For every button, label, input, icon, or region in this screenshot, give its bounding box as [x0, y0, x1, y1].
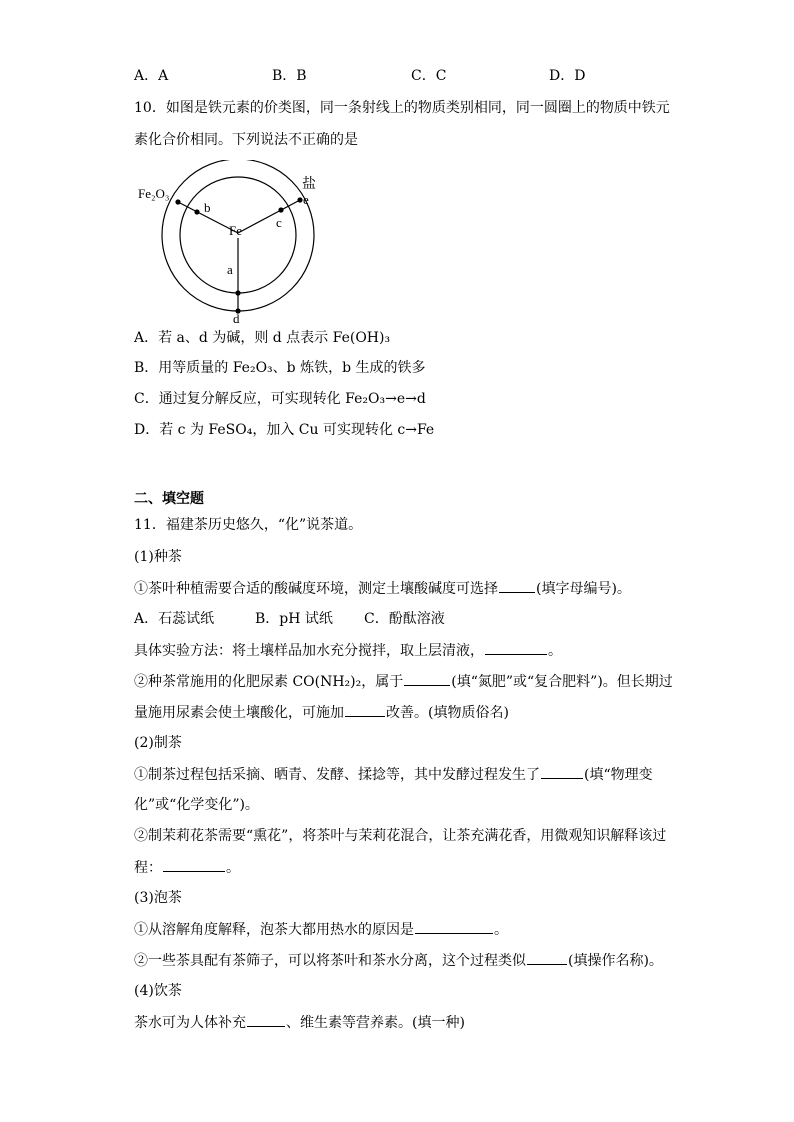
q10-stem-line1: 10．如图是铁元素的价类图，同一条射线上的物质类别相同，同一圆圈上的物质中铁元	[134, 100, 670, 116]
q11-part4-title: (4)饮茶	[134, 983, 182, 999]
answer-blank[interactable]	[415, 919, 493, 934]
answer-blank[interactable]	[527, 950, 567, 965]
q11-part2-title: (2)制茶	[134, 735, 182, 751]
q10-option-d: D．若 c 为 FeSO₄，加入 Cu 可实现转化 c→Fe	[134, 422, 435, 438]
point-fe2o3	[175, 199, 180, 204]
q11-choice-a: A．石蕊试纸	[134, 611, 215, 627]
point-e	[297, 197, 302, 202]
q11-p3-q1-end: 。	[494, 922, 508, 938]
section-title-fill-blank: 二、填空题	[134, 491, 204, 507]
q11-p2-q2-cont-text: 程：	[134, 860, 162, 876]
q11-title: 11．福建茶历史悠久，“化”说茶道。	[134, 517, 363, 533]
q10-option-b: B．用等质量的 Fe₂O₃、b 炼铁，b 生成的铁多	[134, 360, 426, 376]
label-salt: 盐	[302, 177, 316, 192]
q11-p1-q2-cont-text: 量施用尿素会使土壤酸化，可施加	[134, 705, 344, 721]
q11-p1-q2-text: ②种茶常施用的化肥尿素 CO(NH₂)₂，属于	[134, 674, 404, 690]
q11-p2-q1	[134, 764, 653, 785]
q9-option-c: C．C	[411, 68, 447, 84]
label-fe2o3: Fe₂O₃	[138, 186, 170, 201]
q11-p3-q1	[134, 919, 508, 940]
answer-blank[interactable]	[404, 671, 450, 686]
q11-p2-q2-end: 。	[226, 860, 240, 876]
q11-p2-q2-cont	[134, 857, 240, 878]
q11-part3-title: (3)泡茶	[134, 890, 182, 906]
point-b	[194, 209, 199, 214]
q11-p1-q1	[134, 578, 631, 599]
q11-p1-method-text: 具体实验方法：将土壤样品加水充分搅拌，取上层清液，	[134, 643, 484, 659]
q11-p1-q2-hint: (填“氮肥”或“复合肥料”)。但长期过	[451, 674, 673, 690]
q10-option-a: A．若 a、d 为碱，则 d 点表示 Fe(OH)₃	[134, 330, 391, 346]
q10-stem-line2: 素化合价相同。下列说法不正确的是	[134, 132, 358, 148]
q9-option-d: D．D	[549, 68, 586, 84]
label-e: e	[303, 192, 309, 207]
label-b: b	[204, 200, 211, 215]
label-a: a	[227, 262, 233, 277]
q11-p1-q1-text: ①茶叶种植需要合适的酸碱度环境，测定土壤酸碱度可选择	[134, 581, 498, 597]
label-d: d	[233, 311, 240, 325]
q11-p4-q1-text: 茶水可为人体补充	[134, 1015, 246, 1031]
q9-option-a: A．A	[134, 68, 169, 84]
q10-option-c: C．通过复分解反应，可实现转化 Fe₂O₃→e→d	[134, 391, 426, 407]
q11-p3-q2-text: ②一些茶具配有茶筛子，可以将茶叶和茶水分离，这个过程类似	[134, 953, 526, 969]
q11-p1-method	[134, 640, 562, 661]
q11-part1-title: (1)种茶	[134, 549, 182, 565]
q11-p3-q2	[134, 950, 663, 971]
answer-blank[interactable]	[345, 702, 385, 717]
q11-p2-q2: ②制茉莉花茶需要“熏花”，将茶叶与茉莉花混合，让茶充满花香，用微观知识解释该过	[134, 828, 667, 844]
q11-p2-q1-text: ①制茶过程包括采摘、晒青、发酵、揉捻等，其中发酵过程发生了	[134, 767, 540, 783]
ray-salt	[238, 200, 300, 233]
q11-p3-q1-text: ①从溶解角度解释，泡茶大都用热水的原因是	[134, 922, 414, 938]
answer-blank[interactable]	[247, 1012, 285, 1027]
q11-p4-q1-hint: 、维生素等营养素。(填一种)	[286, 1015, 465, 1031]
answer-blank[interactable]	[163, 857, 225, 872]
q11-p1-q2-cont	[134, 702, 509, 723]
q11-choice-c: C．酚酞溶液	[364, 611, 445, 627]
q11-p1-q2-cont-hint: 改善。(填物质俗名)	[386, 705, 509, 721]
point-c	[278, 207, 283, 212]
q11-choice-b: B．pH 试纸	[255, 611, 333, 627]
label-c: c	[276, 215, 282, 230]
answer-blank[interactable]	[499, 578, 535, 593]
q11-p4-q1	[134, 1012, 465, 1033]
q9-option-b: B．B	[272, 68, 307, 84]
q11-p1-method-end: 。	[548, 643, 562, 659]
answer-blank[interactable]	[541, 764, 583, 779]
q11-p1-q1-hint: (填字母编号)。	[536, 581, 631, 597]
iron-valence-diagram	[130, 160, 330, 325]
point-a	[235, 290, 240, 295]
q11-p3-q2-hint: (填操作名称)。	[568, 953, 663, 969]
q11-p2-q1-hint: (填“物理变	[584, 767, 653, 783]
q11-p2-q1-cont: 化”或“化学变化”)。	[134, 797, 259, 813]
label-fe: Fe	[229, 223, 242, 238]
q11-p1-q2	[134, 671, 673, 692]
answer-blank[interactable]	[485, 640, 547, 655]
